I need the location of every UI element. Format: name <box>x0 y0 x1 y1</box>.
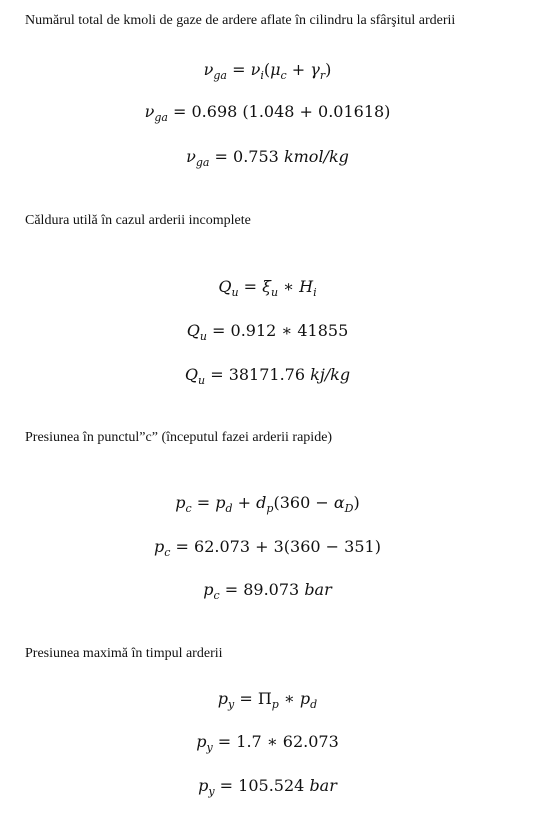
equation-py-result: $p_y = 105.524$ bar <box>198 776 337 798</box>
equation-nu-ga-formula: $\nu_{ga} = \nu_i(\mu_c + \gamma_r)$ <box>203 60 332 82</box>
equation-qu-result: $Q_u = 38171.76$ kj/kg <box>184 365 351 387</box>
equation-nu-ga-result: $\nu_{ga} = 0.753$ kmol/kg <box>186 147 349 169</box>
equation-qu-formula: $Q_u = \xi_u$ ∗ $H_i$ <box>218 277 317 299</box>
equation-pc-result: $p_c = 89.073$ bar <box>203 580 332 602</box>
heading-total-kmoli: Numărul total de kmoli de gaze de ardere aflate în cilindru la sfârşitul arderii <box>25 13 456 28</box>
heading-presiunea-punct-c: Presiunea în punctul”c” (începutul fazei arderii rapide) <box>25 430 333 445</box>
equation-qu-substitution: $Q_u = 0.912$ ∗ 41855 <box>186 321 349 343</box>
equation-nu-ga-substitution: $\nu_{ga} = 0.698$ (1.048 + 0.01618) <box>144 102 391 124</box>
equation-py-formula: $p_y = \Pi_p$ ∗ $p_d$ <box>217 689 318 711</box>
heading-presiunea-maxima: Presiunea maximă în timpul arderii <box>25 646 223 661</box>
equation-pc-substitution: $p_c = 62.073 + 3(360 - 351)$ <box>154 537 381 559</box>
heading-caldura-utila: Căldura utilă în cazul arderii incomplete <box>25 213 251 228</box>
equation-pc-formula: $p_c = p_d + d_p(360 - \alpha_D)$ <box>175 493 360 515</box>
equation-py-substitution: $p_y = 1.7$ ∗ 62.073 <box>196 732 339 754</box>
